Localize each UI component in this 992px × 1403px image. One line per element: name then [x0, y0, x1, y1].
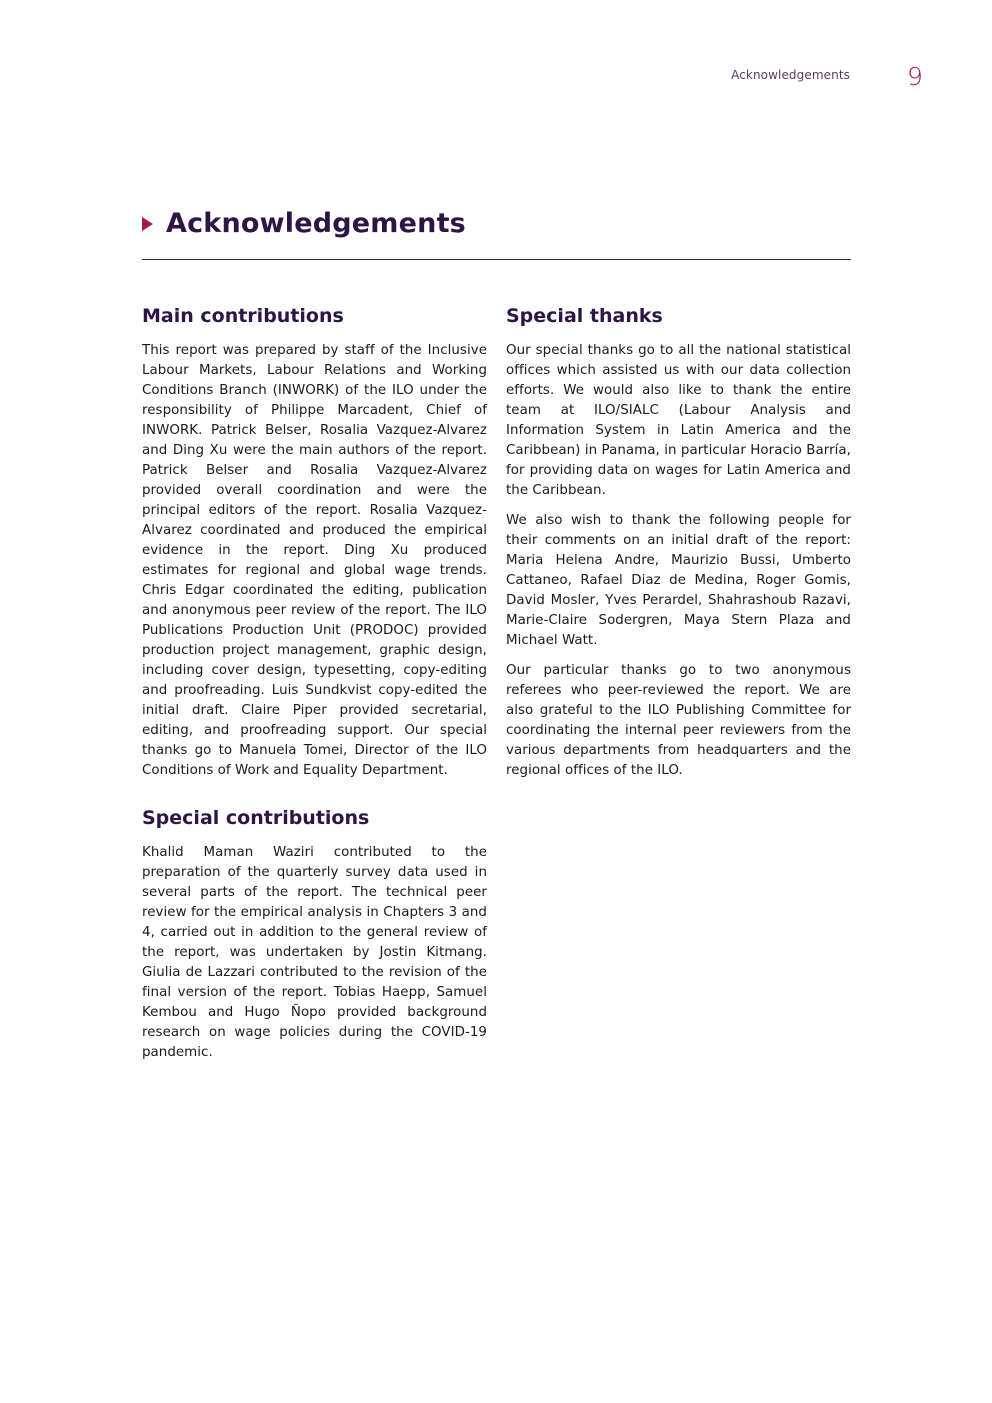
running-header-title: Acknowledgements	[731, 68, 850, 82]
special-thanks-section	[506, 305, 851, 781]
triangle-marker-icon	[142, 217, 153, 231]
special-contributions-section	[142, 807, 487, 1063]
title-row	[142, 208, 851, 239]
special-thanks-paragraph-2: We also wish to thank the following people for their comments on an initial draft of the report: Maria Helena Andre, Maurizio Bussi, Umberto Cattaneo, Rafael Diaz de Medina, Roger Gomis, David Mosler, Yves Perardel, Shahrashoub Razavi, Marie-Claire Sodergren, Maya Stern Plaza and Michael Watt.	[506, 513, 851, 648]
special-thanks-paragraph-3: Our particular thanks go to two anonymous referees who peer-reviewed the report. We are also grateful to the ILO Publishing Committee for coordinating the internal peer reviewers from the various departments from headquarters and the regional offices of the ILO.	[506, 663, 851, 778]
special-thanks-paragraph-1: Our special thanks go to all the national statistical offices which assisted us with our data collection efforts. We would also like to thank the entire team at ILO/SIALC (Labour Analysis and Information System in Latin America and the Caribbean) in Panama, in particular Horacio Barría, for providing data on wages for Latin America and the Caribbean.	[506, 343, 851, 498]
title-divider	[142, 259, 851, 260]
right-column	[506, 305, 851, 791]
special-contributions-heading: Special contributions	[142, 807, 370, 829]
main-contributions-heading: Main contributions	[142, 305, 344, 327]
page-title: Acknowledgements	[166, 208, 466, 239]
main-contributions-section	[142, 305, 487, 781]
main-contributions-paragraph: This report was prepared by staff of the Inclusive Labour Markets, Labour Relations and Working Conditions Branch (INWORK) of the ILO under the responsibility of Philippe Marcadent, Chief of INWORK. Patrick Belser, Rosalia Vazquez-Alvarez and Ding Xu were the main authors of the report. Patrick Belser and Rosalia Vazquez-Alvarez provided overall coordination and were the principal editors of the report. Rosalia Vazquez-Alvarez coordinated and produced the empirical evidence in the report. Ding Xu produced estimates for regional and global wage trends. Chris Edgar coordinated the editing, publication and anonymous peer review of the report. The ILO Publications Production Unit (PRODOC) provided production project management, graphic design, including cover design, typesetting, copy-editing and proofreading. Luis Sundkvist copy-edited the initial draft. Claire Piper provided secretarial, editing, and proofreading support. Our special thanks go to Manuela Tomei, Director of the ILO Conditions of Work and Equality Department.	[142, 343, 487, 778]
special-thanks-heading: Special thanks	[506, 305, 663, 327]
special-contributions-paragraph: Khalid Maman Waziri contributed to the preparation of the quarterly survey data used in several parts of the report. The technical peer review for the empirical analysis in Chapters 3 and 4, carried out in addition to the general review of the report, was undertaken by Jostin Kitmang. Giulia de Lazzari contributed to the revision of the final version of the report. Tobias Haepp, Samuel Kembou and Hugo Ñopo provided background research on wage policies during the COVID-19 pandemic.	[142, 845, 487, 1060]
left-column	[142, 305, 487, 1073]
page-number: 9	[907, 62, 923, 91]
